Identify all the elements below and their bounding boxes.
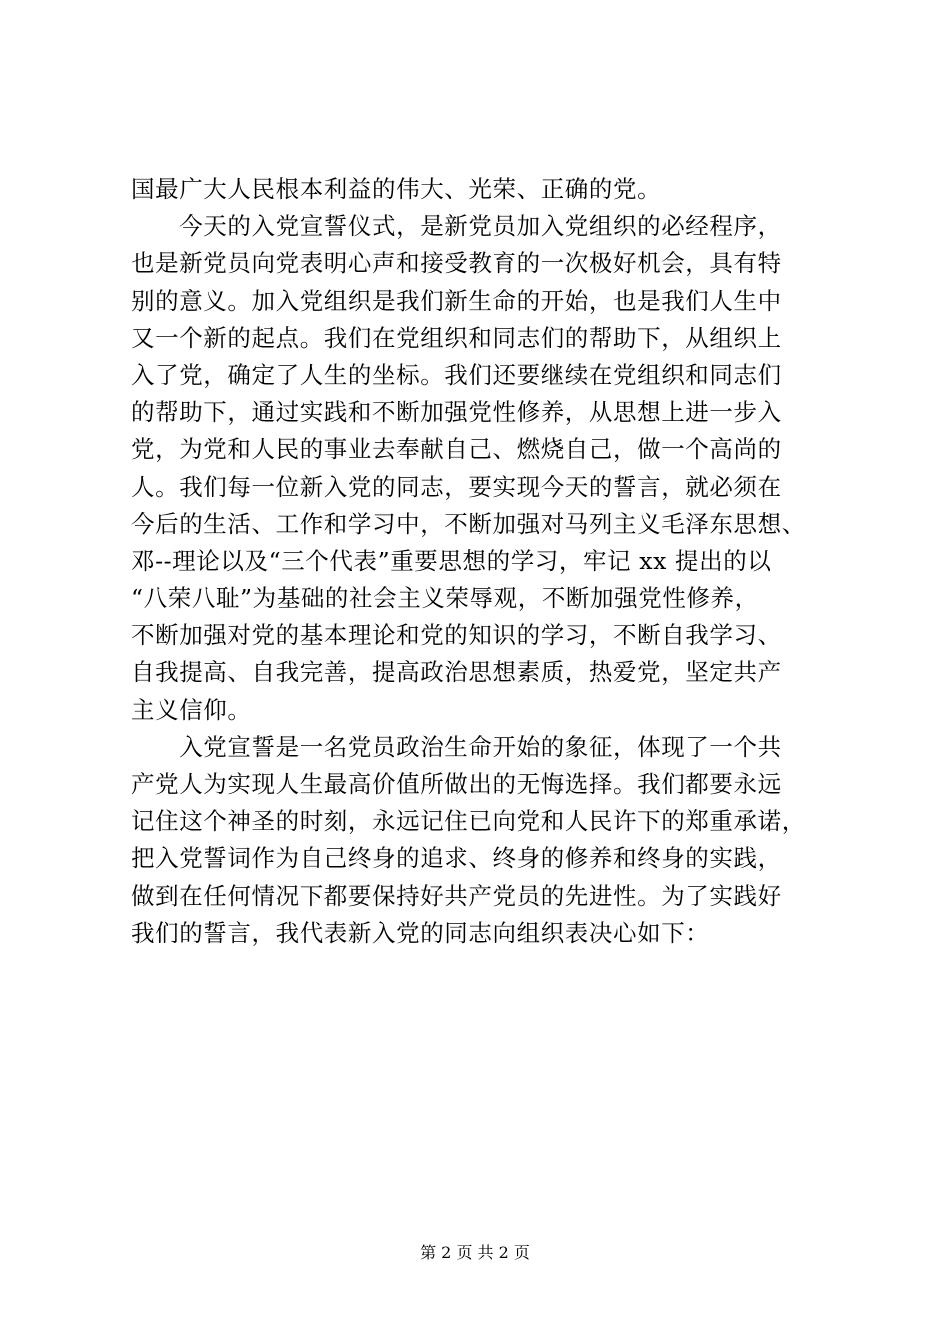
text-line: 别的意义。加入党组织是我们新生命的开始，也是我们人生中	[131, 286, 782, 315]
text-line: “八荣八耻”为基础的社会主义荣辱观，不断加强党性修养，	[131, 584, 759, 613]
text-line: 入党宣誓是一名党员政治生命开始的象征，体现了一个共	[131, 732, 782, 761]
document-body	[131, 171, 851, 952]
text-line: 我们的誓言，我代表新入党的同志向组织表决心如下：	[131, 918, 710, 947]
text-line: 主义信仰。	[131, 695, 252, 724]
text-line: 把入党誓词作为自己终身的追求、终身的修养和终身的实践，	[131, 844, 782, 873]
text-line: 又一个新的起点。我们在党组织和同志们的帮助下，从组织上	[131, 323, 782, 352]
text-line: 产党人为实现人生最高价值所做出的无悔选择。我们都要永远	[131, 770, 782, 798]
text-line: 国最广大人民根本利益的伟大、光荣、正确的党。	[131, 175, 662, 203]
text-line: 记住这个神圣的时刻，永远记住已向党和人民许下的郑重承诺，	[131, 807, 806, 836]
text-line: 今天的入党宣誓仪式，是新党员加入党组织的必经程序，	[131, 212, 782, 241]
text-line: 不断加强对党的基本理论和党的知识的学习，不断自我学习、	[131, 621, 782, 650]
text-line: 做到在任何情况下都要保持好共产党员的先进性。为了实践好	[131, 881, 782, 910]
text-line: 也是新党员向党表明心声和接受教育的一次极好机会，具有特	[131, 249, 782, 278]
page-footer: 第 2 页 共 2 页	[420, 1243, 530, 1262]
text-line: 今后的生活、工作和学习中，不断加强对马列主义毛泽东思想、	[131, 509, 806, 538]
text-line: 入了党，确定了人生的坐标。我们还要继续在党组织和同志们	[131, 360, 782, 389]
text-line: 党，为党和人民的事业去奉献自己、燃烧自己，做一个高尚的	[131, 435, 782, 464]
text-line: 邓--理论以及“三个代表”重要思想的学习，牢记 xx 提出的以	[131, 546, 772, 575]
text-line: 自我提高、自我完善，提高政治思想素质，热爱党，坚定共产	[131, 658, 782, 687]
text-line: 的帮助下，通过实践和不断加强党性修养，从思想上进一步入	[131, 398, 782, 427]
text-line: 人。我们每一位新入党的同志，要实现今天的誓言，就必须在	[131, 472, 782, 501]
